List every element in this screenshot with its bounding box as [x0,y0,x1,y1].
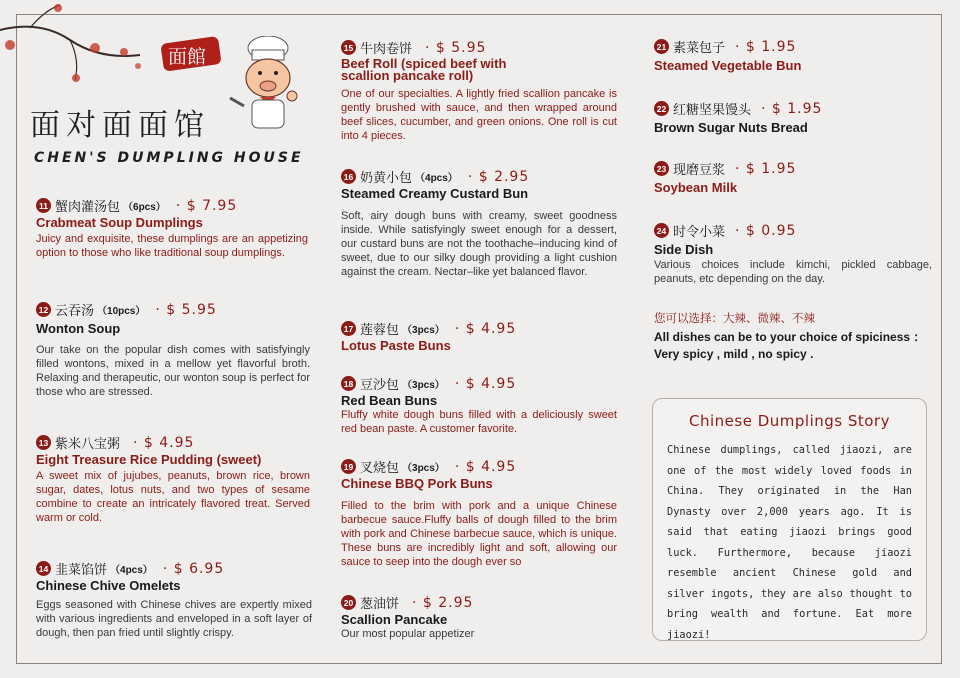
item-price: · $ 0.95 [735,222,797,239]
item-name-cn: 紫米八宝粥 [55,437,121,452]
item-quantity: （6pcs） [123,202,166,213]
item-number: 14 [36,561,51,576]
plum-blossom-branch-icon [0,0,150,90]
item-quantity: （3pcs） [402,380,445,391]
item-number: 12 [36,302,51,317]
item-number: 15 [341,40,356,55]
item-name-cn: 莲蓉包 [360,323,400,338]
item-price: · $ 5.95 [425,39,487,56]
menu-item-15 [341,38,617,143]
menu-item-11 [36,196,308,260]
menu-item-17 [341,319,617,353]
item-price: · $ 4.95 [133,434,195,451]
menu-item-19 [341,457,617,569]
item-quantity: （4pcs） [110,565,153,576]
item-quantity: （3pcs） [402,325,445,336]
item-name-cn: 叉烧包 [360,461,400,476]
menu-item-14 [36,559,312,640]
item-description: One of our specialties. A lightly fried scallion pancake is gently brushed with sauce, and then wrapped around beef slices, cucumber, and green onions. One roll is cut into 4 pieces. [341,88,617,142]
item-description: Fluffy white dough buns filled with a deliciously sweet red bean paste. A customer favorite. [341,409,617,435]
item-price: · $ 6.95 [162,560,225,577]
item-name-en: Wonton Soup [36,321,121,336]
item-quantity: （4pcs） [415,173,458,184]
item-name-en: Brown Sugar Nuts Bread [654,120,808,135]
item-number: 17 [341,321,356,336]
item-name-cn: 豆沙包 [360,378,400,393]
item-price: · $ 4.95 [454,375,517,392]
item-name-en: Eight Treasure Rice Pudding (sweet) [36,452,262,467]
item-name-en: Crabmeat Soup Dumplings [36,215,203,230]
item-name-cn: 素菜包子 [673,41,726,56]
item-name-en: Lotus Paste Buns [341,338,451,353]
item-name-cn: 红糖坚果馒头 [673,103,752,118]
menu-item-22 [654,99,930,135]
item-description: Our most popular appetizer [341,628,475,640]
item-number: 13 [36,435,51,450]
item-name-cn: 葱油饼 [360,597,400,612]
item-name-en: Chinese Chive Omelets [36,578,181,593]
dumplings-story-box [652,398,927,641]
item-price: · $ 4.95 [454,458,517,475]
item-name-cn: 现磨豆浆 [673,163,726,178]
item-number: 19 [341,459,356,474]
item-description: Filled to the brim with pork and a unique Chinese barbecue sauce.Fluffy balls of dough filled to the brim with pork and Chinese barbecue sauce, which is unique. These buns are incredibly light and soft, allowing our sauce to seep into the dough ever so [341,500,617,568]
item-number: 11 [36,198,51,213]
menu-item-16 [341,167,617,279]
item-name-en: Beef Roll (spiced beef with scallion pancake roll) [341,56,507,83]
restaurant-name-cn: 面对面面馆 [30,108,210,143]
item-price: · $ 1.95 [735,38,797,55]
item-name-cn: 韭菜馅饼 [55,563,108,578]
item-name-cn: 牛肉卷饼 [360,42,413,57]
item-number: 23 [654,161,669,176]
menu-item-12 [36,300,310,399]
item-price: · $ 4.95 [454,320,517,337]
logo-seal-text: 面館 [168,46,207,68]
item-price: · $ 1.95 [761,100,823,117]
item-number: 16 [341,169,356,184]
item-name-en: Steamed Creamy Custard Bun [341,186,529,201]
item-price: · $ 2.95 [412,594,474,611]
item-quantity: （3pcs） [402,463,445,474]
story-title: Chinese Dumplings Story [689,412,890,430]
menu-item-24 [654,221,932,286]
item-name-en: Chinese BBQ Pork Buns [341,476,493,491]
item-number: 22 [654,101,669,116]
item-description: Our take on the popular dish comes with satisfyingly filled wontons, mixed in a mellow yet flavorful broth. Relaxing and therapeutic, our wonton soup is perfect for those who are stressed. [36,344,310,398]
menu-item-21 [654,37,930,73]
item-description: Eggs seasoned with Chinese chives are expertly mixed with various ingredients and enveloped in a soft layer of dough, then pan fried until slightly crispy. [36,599,312,639]
item-name-en: Scallion Pancake [341,612,448,627]
item-number: 24 [654,223,669,238]
item-description: Juicy and exquisite, these dumplings are an appetizing option to those who like traditional soup dumplings. [36,233,308,259]
item-name-cn: 蟹肉灌汤包 [55,200,121,215]
menu-item-20 [341,593,617,641]
item-name-en: Red Bean Buns [341,393,438,408]
menu-item-13 [36,433,310,525]
item-number: 20 [341,595,356,610]
item-name-en: Side Dish [654,242,714,257]
item-name-cn: 云吞汤 [55,304,95,319]
item-description: A sweet mix of jujubes, peanuts, brown rice, brown sugar, dates, lotus nuts, and two types of sesame combine to create an intricately flavored treat. Served warm or cold. [36,470,310,524]
item-name-cn: 时令小菜 [673,225,726,240]
item-price: · $ 7.95 [175,197,238,214]
item-price: · $ 1.95 [735,160,797,177]
item-name-cn: 奶黄小包 [360,171,413,186]
item-name-en: Soybean Milk [654,180,738,195]
item-number: 21 [654,39,669,54]
menu-item-23 [654,159,930,195]
spiciness-note-cn: 您可以选择：大辣、微辣、不辣 [654,311,815,325]
item-price: · $ 5.95 [155,301,217,318]
item-name-en: Steamed Vegetable Bun [654,58,802,73]
story-body: Chinese dumplings, called jiaozi, are one of the most widely loved foods in China. They originated in the Han Dynasty over 2,000 years ago. It is said that eating jiaozi brings good luck. Furthermore, because jiaozi resemble ancient Chinese gold and silver ingots, they are also thought to bring wealth and fortune. Eat more jiaozi! [667,444,912,641]
item-description: Various choices include kimchi, pickled cabbage, peanuts, etc depending on the day. [654,259,932,285]
item-description: Soft, airy dough buns with creamy, sweet goodness inside. While satisfyingly sweet enough for a dessert, our custard buns are not the toothache–inducing kind of sweet, due to our silky dough providing a light cushion against the cream. Nectar–like yet balanced flavor. [341,210,617,278]
menu-item-18 [341,374,617,436]
item-number: 18 [341,376,356,391]
restaurant-name-en: CHEN'S DUMPLING HOUSE [34,150,304,166]
item-quantity: （10pcs） [97,306,146,317]
item-price: · $ 2.95 [467,168,530,185]
spiciness-note-en: All dishes can be to your choice of spiciness ： Very spicy , mild , no spicy . [654,330,926,361]
